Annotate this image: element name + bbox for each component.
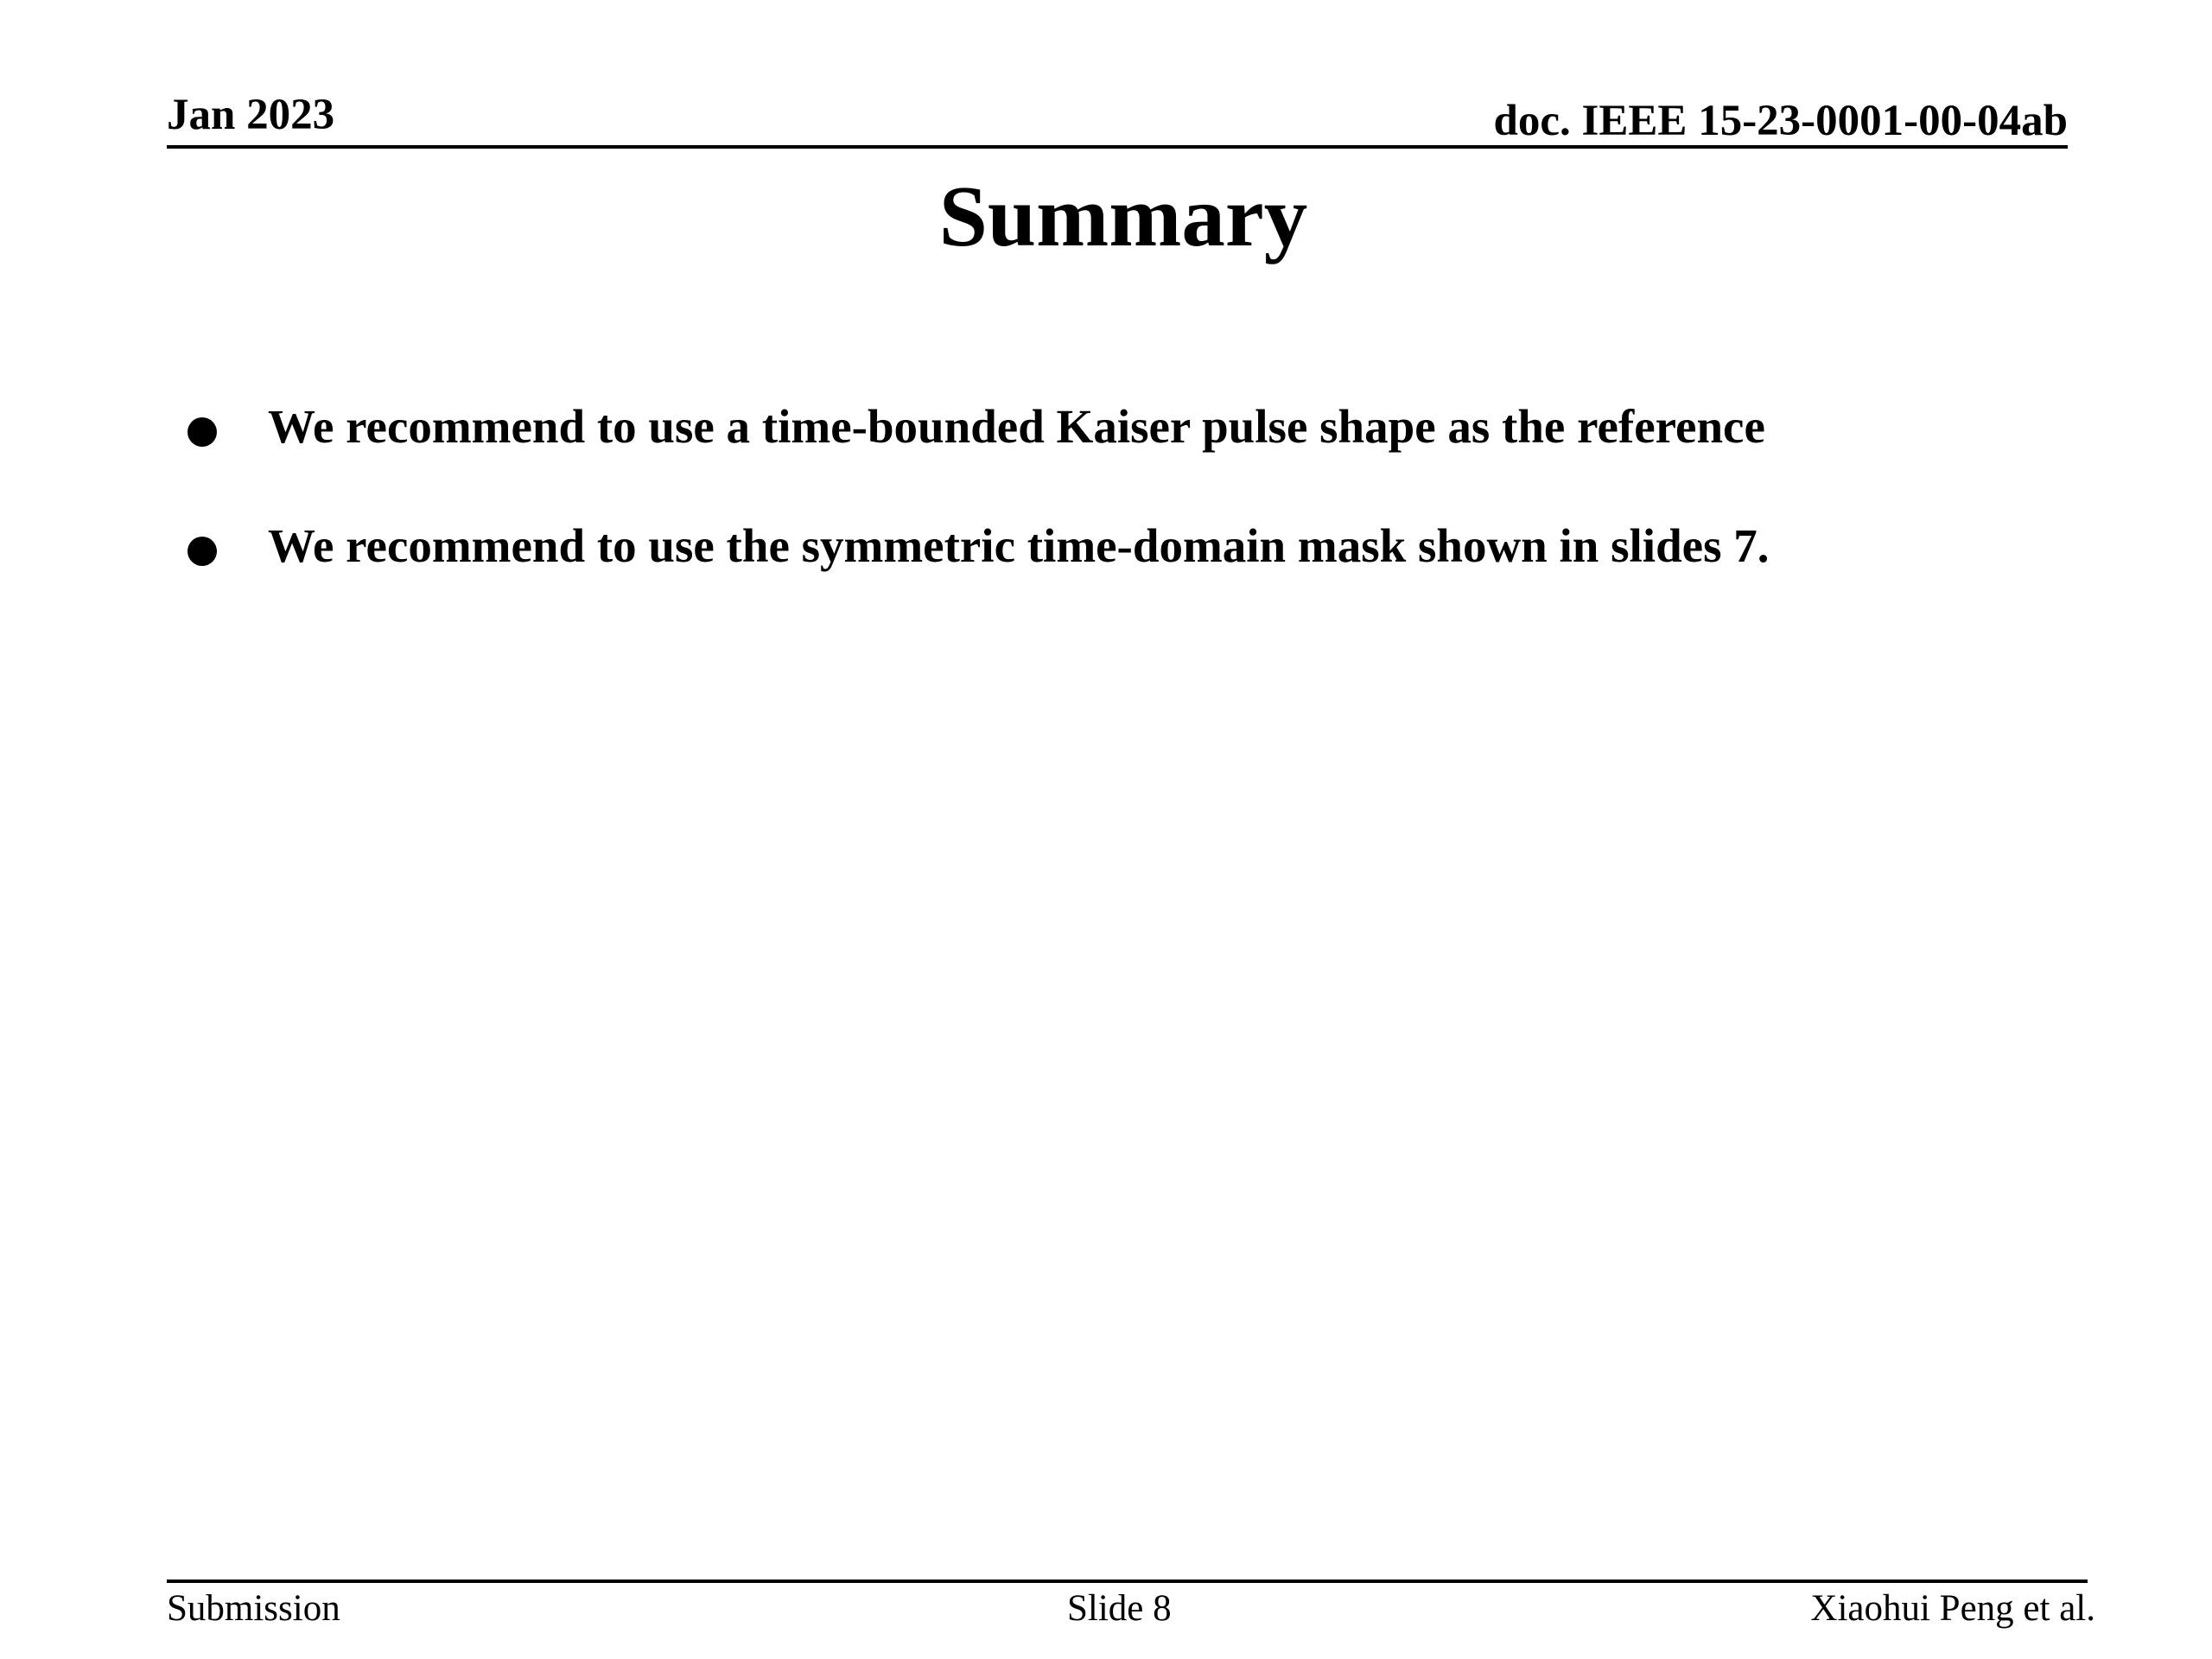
slide-title: Summary (938, 168, 1308, 264)
bullet-text: We recommend to use a time-bounded Kaiser pulse shape as the reference (268, 400, 1765, 453)
header-doc-id: doc. IEEE 15-23-0001-00-04ab (1493, 97, 2068, 145)
bullet-dot-icon (188, 417, 217, 447)
footer-divider (167, 1580, 2088, 1583)
bullet-dot-icon (188, 537, 217, 566)
header-date: Jan 2023 (167, 91, 335, 139)
header-divider (167, 145, 2068, 149)
footer-slide-number: Slide 8 (1067, 1588, 1172, 1629)
footer-authors: Xiaohui Peng et al. (1810, 1588, 2095, 1629)
bullet-text: We recommend to use the symmetric time-domain mask shown in slides 7. (268, 519, 1770, 572)
footer-submission: Submission (167, 1588, 340, 1629)
